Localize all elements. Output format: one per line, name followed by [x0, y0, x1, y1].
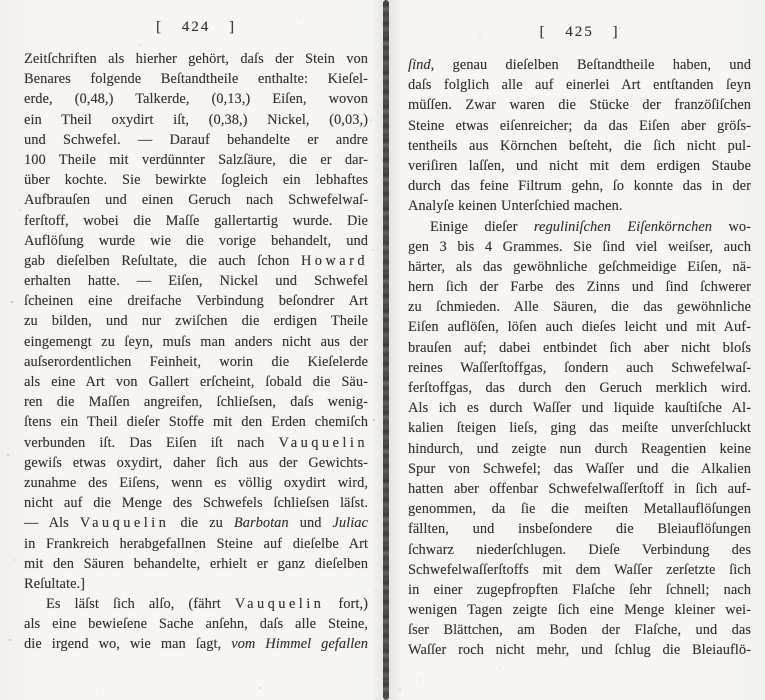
text-segment: hindurch, und zeigte nun durch Reagentien keine [408, 440, 751, 457]
page-body-425 [408, 55, 751, 661]
text-segment: veriſiren laſſen, und nicht mit dem erdigen Staube [408, 157, 751, 174]
text-line [408, 398, 751, 418]
text-line [24, 473, 368, 493]
text-line [24, 291, 368, 311]
text-line [24, 412, 368, 432]
text-segment: ſcheinen eine dreifache Verbindung beſondrer Art [24, 293, 368, 310]
text-segment: mit den Säuren behandelte, erhielt er ganz dieſelben [24, 555, 368, 572]
text-segment: 100 Theile mit verdünnter Salzſäure, die er dar- [24, 151, 368, 168]
text-line [408, 519, 751, 539]
text-segment: Es läſst ſich alſo, (fährt [46, 596, 235, 613]
text-line [408, 176, 751, 196]
page-number-425: [ 425 ] [539, 24, 620, 40]
text-segment: genommen, da ſie die meiſten Metallauflöſungen [408, 501, 751, 518]
text-line [24, 453, 368, 473]
text-line [408, 499, 751, 519]
text-segment: Eiſen auflöſen, löſen auch dieſes leicht und mit Auf- [408, 319, 751, 336]
text-segment: ren die Maſſen angreifen, ſchlieſsen, daſs wenig- [24, 394, 368, 411]
text-segment: durch das feine Filtrum gehn, ſo konnte das in der [408, 178, 751, 195]
text-line [24, 634, 368, 654]
text-segment: Spur von Schwefel; das Waſſer und die Alkalien [408, 460, 751, 477]
binding-shadow-right [389, 0, 402, 700]
text-line [24, 554, 368, 574]
text-segment: die irgend wo, wie man ſagt, [24, 636, 232, 653]
text-line [408, 55, 751, 75]
text-segment: ein Theil oxydirt iſt, (0,38,) Nickel, (0,03,) [24, 111, 368, 128]
text-segment: als eine bewieſene Sache anſehn, daſs alle Steine, [24, 616, 368, 633]
text-line [24, 190, 368, 210]
text-line [408, 75, 751, 95]
text-line [24, 150, 368, 170]
text-segment: wenigen Tagen zeigte ſich eine Menge kleiner wei- [408, 602, 751, 619]
text-line [24, 311, 368, 331]
italic-text-segment: Juliac [332, 515, 368, 532]
text-segment: Als ich es durch Waſſer und liquide kauſtiſche Al- [408, 400, 751, 417]
text-line [24, 614, 368, 634]
text-line [408, 136, 751, 156]
text-segment: gewiſs etwas oxydirt, daher ſich aus der Gewichts- [24, 454, 368, 471]
letterspaced-name-segment: Vauquelin [79, 515, 170, 532]
text-segment: in Frankreich herabgefallnen Steine auf dieſelbe Art [24, 535, 368, 552]
text-segment: als eine Art von Gallert erſcheint, ſobald die Säu- [24, 374, 368, 390]
text-segment: zu bilden, und nur zwiſchen die erdigen Theile [24, 313, 368, 330]
text-line [24, 231, 368, 251]
text-segment: eingemengt zu ſeyn, muſs man anders nicht aus der [24, 333, 368, 350]
text-line [408, 560, 751, 580]
text-segment: müſſen. Zwar waren die Stücke der franzöſiſchen [408, 97, 751, 114]
text-line [408, 95, 751, 115]
text-segment: Steine etwas eiſenreicher; da das Eiſen aber gröſs- [408, 117, 751, 134]
letterspaced-name-segment: Howard [300, 252, 368, 269]
text-line [24, 352, 368, 372]
text-segment: ferſtoff, wobei die Maſſe gallertartig wurde. Die [24, 212, 368, 229]
text-segment: fällten, und insbeſondere die Bleiauflöſungen [408, 521, 751, 538]
italic-text-segment: vom Himmel gefallen [231, 636, 368, 653]
page-number-424: [ 424 ] [156, 19, 236, 35]
text-segment: tentheils aus Körnchen beſteht, die ſich nicht pul- [408, 137, 751, 154]
italic-text-segment: ſind [408, 57, 431, 73]
text-line [24, 69, 368, 89]
text-segment: Benares folgende Beſtandtheile enthalte: Kieſel- [24, 71, 368, 88]
italic-text-segment: Barbotan [233, 515, 289, 532]
text-line [24, 211, 368, 231]
page-header-424 [24, 19, 368, 36]
italic-text-segment: reguliniſchen Eiſenkörnchen [533, 218, 713, 235]
page-body-424 [24, 49, 368, 655]
text-line [408, 257, 751, 277]
text-line [408, 378, 751, 398]
page-424 [24, 0, 368, 655]
text-line [408, 580, 751, 600]
text-line [24, 251, 368, 271]
binding-shadow-left [372, 0, 383, 700]
text-segment: die zu [169, 515, 234, 532]
text-line [24, 513, 368, 533]
text-line [408, 156, 751, 176]
text-line [24, 392, 368, 412]
text-segment: , genau dieſelben Beſtandtheile haben, und [430, 57, 751, 73]
text-line [24, 372, 368, 392]
text-segment: über kochte. Sie bewirkte ſogleich ein lebhaftes [24, 172, 368, 189]
text-line [408, 196, 751, 216]
text-segment: — Als [24, 515, 80, 532]
text-segment: zunahme des Eiſens, wenn es völlig oxydirt wird, [24, 474, 368, 491]
text-segment: Schwefelwaſſerſtoffs mit dem Waſſer zerſetzte ſich [408, 561, 751, 578]
text-segment: hatten aber offenbar Schwefelwaſſerſtoff in ſich auf- [408, 480, 751, 497]
text-segment: in einer zugepfropften Flaſche ſehr ſchnell; nach [408, 581, 751, 598]
text-line [24, 271, 368, 291]
text-line [408, 317, 751, 337]
text-segment: wo- [712, 218, 751, 235]
text-line [408, 620, 751, 640]
text-line [408, 277, 751, 297]
text-line [408, 640, 751, 660]
text-segment: Zeitſchriften als hierher gehört, daſs der Stein von [24, 51, 368, 67]
text-segment: gen 3 bis 4 Grammes. Sie ſind viel weiſser, auch [408, 238, 751, 255]
text-segment: hern ſich der Farbe des Zinns und ſind ſchwerer [408, 279, 751, 296]
text-segment: gab dieſelben Reſultate, die auch ſchon [24, 252, 301, 269]
page-header-425 [408, 24, 751, 41]
page-425 [408, 0, 751, 661]
text-line [408, 116, 751, 136]
text-segment: Analyſe keinen Unterſchied machen. [408, 198, 623, 215]
text-segment: Einige dieſer [430, 218, 534, 235]
text-segment: ſser Blättchen, am Boden der Flaſche, und das [408, 622, 751, 639]
text-line [408, 479, 751, 499]
text-line [24, 433, 368, 453]
text-segment: Auflöſung wurde wie die vorige behandelt, und [24, 232, 368, 249]
text-segment: nicht auf die Menge des Schwefels ſchlieſsen läſst. [24, 495, 368, 512]
text-segment: auſserordentlichen Feinheit, worin die Kieſelerde [24, 353, 368, 370]
text-line [408, 237, 751, 257]
text-segment: daſs folglich alle auf einerlei Art entſtanden ſeyn [408, 77, 751, 94]
text-segment: und [288, 515, 333, 532]
text-line [24, 130, 368, 150]
text-line [408, 217, 751, 237]
text-segment: erde, (0,48,) Talkerde, (0,13,) Eiſen, wovon [24, 91, 368, 108]
text-line [24, 493, 368, 513]
text-segment: zu ſchmieden. Alle Säuren, die das gewöhnliche [408, 299, 751, 316]
text-line [408, 600, 751, 620]
letterspaced-name-segment: Vauquelin [234, 596, 325, 613]
text-line [408, 338, 751, 358]
text-line [408, 297, 751, 317]
text-segment: erhalten hatte. — Eiſen, Nickel und Schwefel [24, 273, 368, 290]
text-line [408, 540, 751, 560]
text-segment: ferſtoffgas, das durch den Geruch merklich wird. [408, 380, 751, 396]
text-segment: und Schwefel. — Darauf behandelte er andre [24, 131, 368, 148]
text-line [408, 358, 751, 378]
text-segment: verbunden iſt. Das Eiſen iſt nach [24, 434, 279, 451]
text-line [24, 332, 368, 352]
text-line [24, 574, 368, 594]
text-line [408, 459, 751, 479]
text-segment: Aufbrauſen und einen Geruch nach Schwefelwaſ- [24, 192, 368, 209]
text-line [408, 418, 751, 438]
text-segment: härter, als das gewöhnliche geſchmeidige Eiſen, nä- [408, 258, 751, 275]
text-segment: ſchwarz niederſchlugen. Dieſe Verbindung des [408, 541, 751, 558]
text-segment: brauſen auf; dabei entbindet ſich aber nicht bloſs [408, 339, 751, 356]
text-segment: kalien ſteigen lieſs, ging das meiſte unverſchluckt [408, 420, 751, 437]
text-segment: Reſultate.] [24, 575, 86, 592]
text-line [24, 594, 368, 614]
text-line [408, 439, 751, 459]
text-line [24, 89, 368, 109]
text-line [24, 170, 368, 190]
letterspaced-name-segment: Vauquelin [278, 434, 368, 451]
text-line [24, 110, 368, 130]
text-segment: reines Waſſerſtoffgas, ſondern auch Schwefelwaſ- [408, 359, 751, 376]
text-segment: fort,) [324, 596, 368, 613]
text-line [24, 49, 368, 69]
text-line [24, 534, 368, 554]
text-segment: ſtens ein Theil dieſer Stoffe mit den Erden chemiſch [24, 414, 368, 431]
text-segment: Waſſer roch nicht mehr, und ſchlug die Bleiauflö- [408, 642, 751, 659]
